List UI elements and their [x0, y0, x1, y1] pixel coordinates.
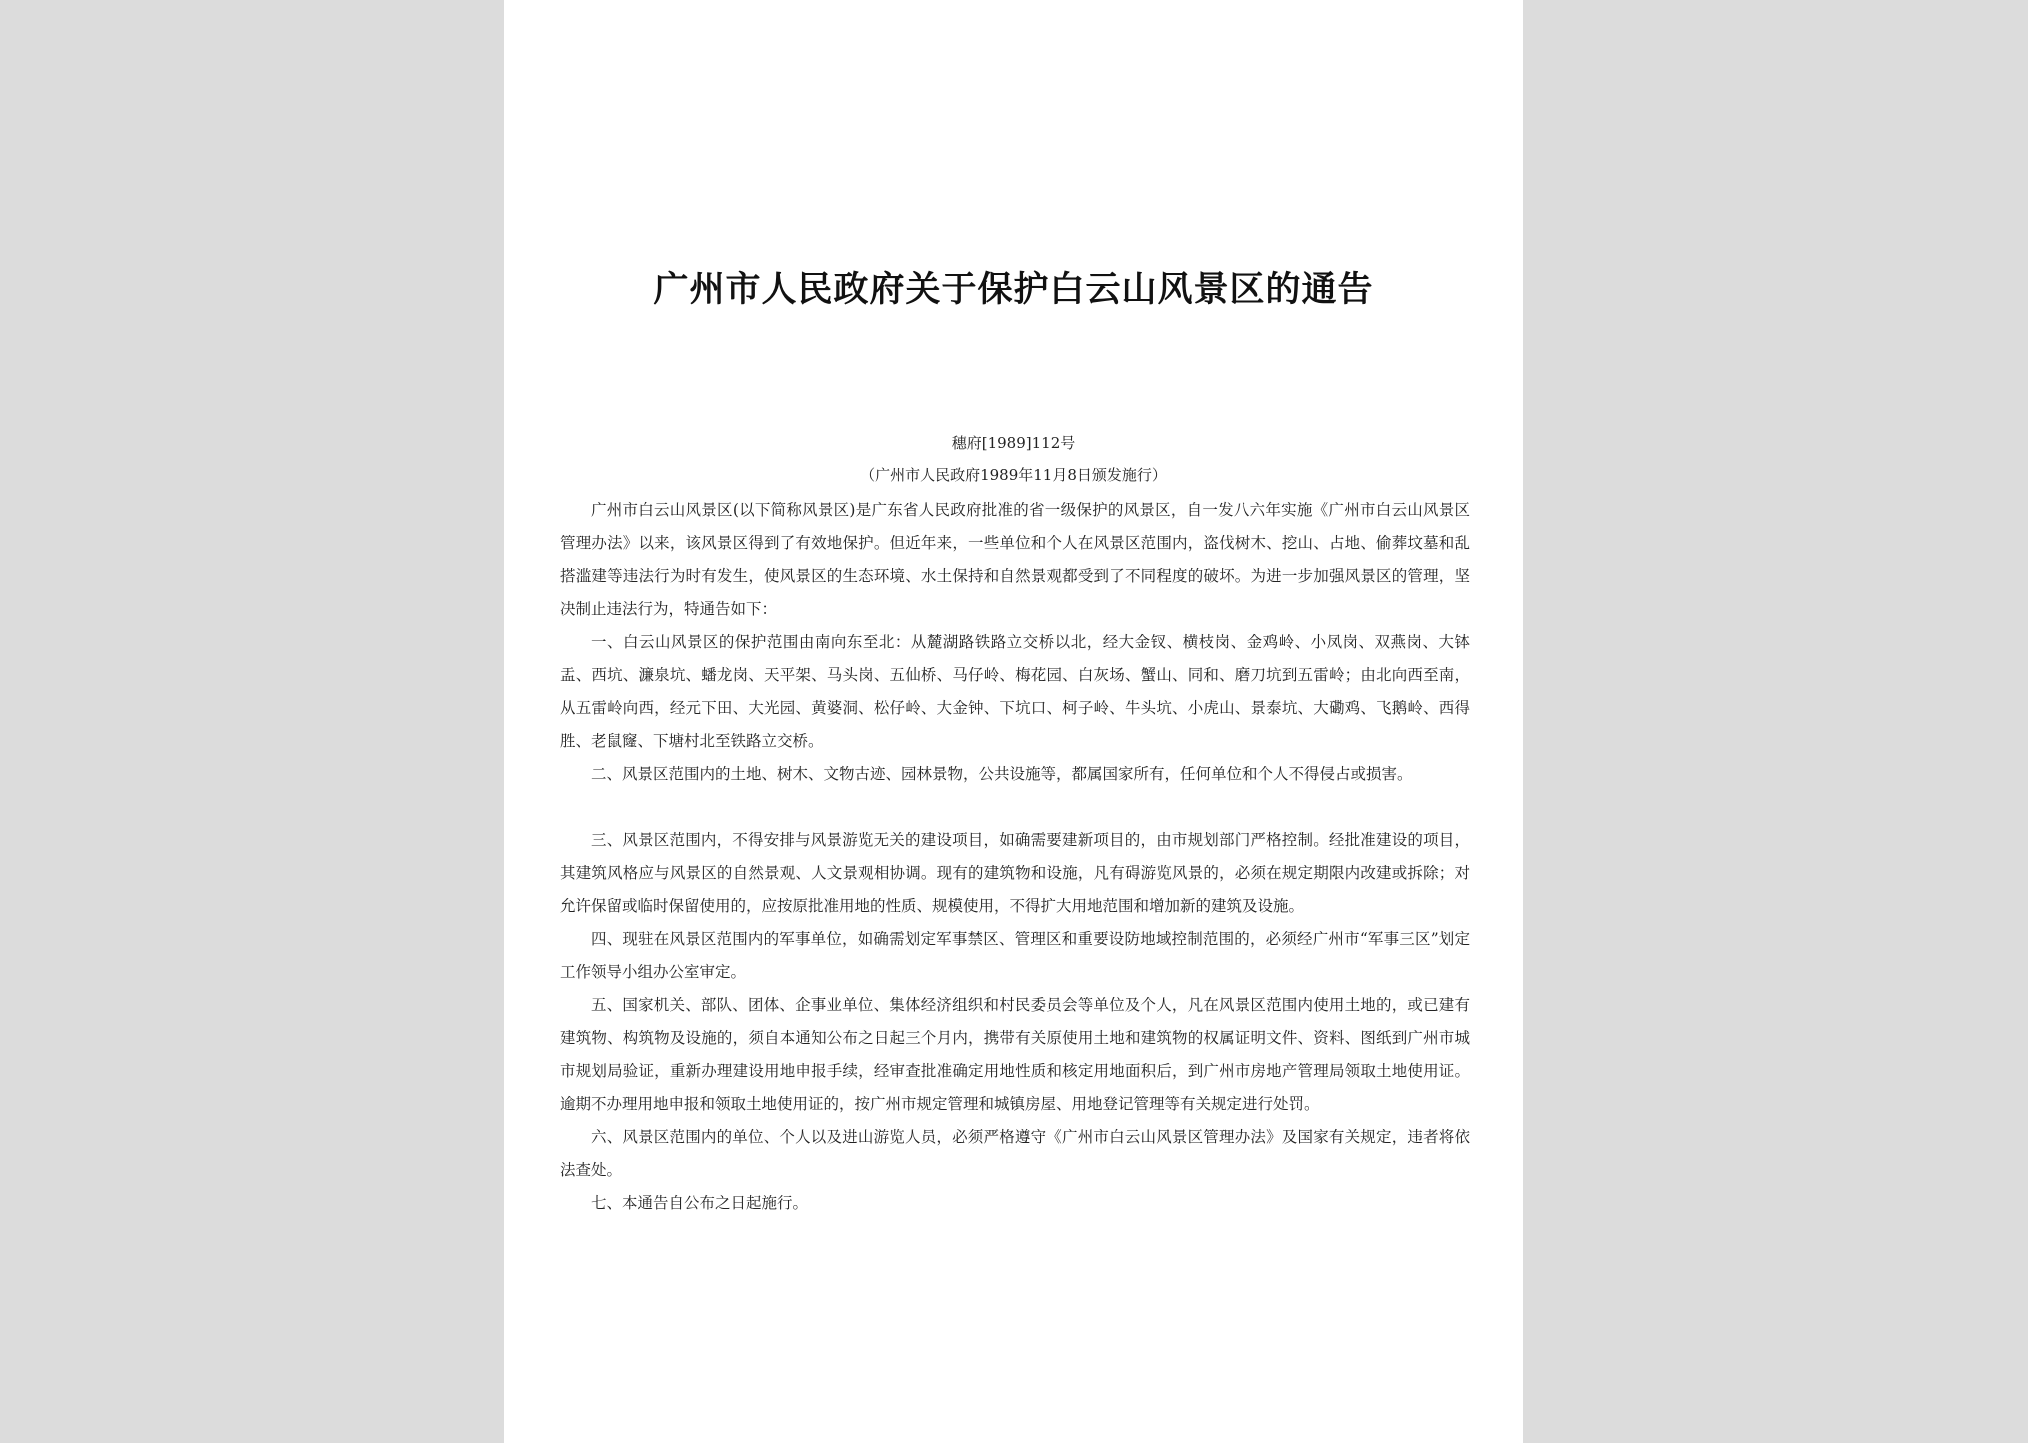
paragraph-intro: 广州市白云山风景区(以下简称风景区)是广东省人民政府批准的省一级保护的风景区，自一发八六年实施《广州市白云山风景区管理办法》以来，该风景区得到了有效地保护。但近年来，一些单位和个人在风景区范围内，盗伐树木、挖山、占地、偷葬坟墓和乱搭滥建等违法行为时有发生，使风景区的生态环境、水土保持和自然景观都受到了不同程度的破坏。为进一步加强风景区的管理，坚决制止违法行为，特通告如下： — [560, 501, 1470, 618]
document-body — [560, 494, 1470, 1220]
paragraph-article-7: 七、本通告自公布之日起施行。 — [591, 1194, 809, 1212]
issue-note: （广州市人民政府1989年11月8日颁发施行） — [860, 466, 1167, 484]
paragraph-article-5: 五、国家机关、部队、团体、企事业单位、集体经济组织和村民委员会等单位及个人，凡在风景区范围内使用土地的，或已建有建筑物、构筑物及设施的，须自本通知公布之日起三个月内，携带有关原使用土地和建筑物的权属证明文件、资料、图纸到广州市城市规划局验证，重新办理建设用地申报手续，经审查批准确定用地性质和核定用地面积后，到广州市房地产管理局领取土地使用证。逾期不办理用地申报和领取土地使用证的，按广州市规定管理和城镇房屋、用地登记管理等有关规定进行处罚。 — [560, 996, 1470, 1113]
paragraph-article-1: 一、白云山风景区的保护范围由南向东至北：从麓湖路铁路立交桥以北，经大金钗、横枝岗、金鸡岭、小凤岗、双燕岗、大钵盂、西坑、濂泉坑、蟠龙岗、天平架、马头岗、五仙桥、马仔岭、梅花园、白灰场、蟹山、同和、磨刀坑到五雷岭；由北向西至南，从五雷岭向西，经元下田、大光园、黄婆洞、松仔岭、大金钟、下坑口、柯子岭、牛头坑、小虎山、景泰坑、大磡鸡、飞鹅岭、西得胜、老鼠窿、下塘村北至铁路立交桥。 — [560, 633, 1470, 750]
paragraph-article-6: 六、风景区范围内的单位、个人以及进山游览人员，必须严格遵守《广州市白云山风景区管理办法》及国家有关规定，违者将依法查处。 — [560, 1128, 1470, 1179]
paragraph-article-2: 二、风景区范围内的土地、树木、文物古迹、园林景物，公共设施等，都属国家所有，任何单位和个人不得侵占或损害。 — [591, 765, 1413, 783]
paragraph-article-3: 三、风景区范围内，不得安排与风景游览无关的建设项目，如确需要建新项目的，由市规划部门严格控制。经批准建设的项目，其建筑风格应与风景区的自然景观、人文景观相协调。现有的建筑物和设施，凡有碍游览风景的，必须在规定期限内改建或拆除；对允许保留或临时保留使用的，应按原批准用地的性质、规模使用，不得扩大用地范围和增加新的建筑及设施。 — [560, 831, 1470, 915]
document-page — [504, 0, 1523, 1443]
paragraph-article-4: 四、现驻在风景区范围内的军事单位，如确需划定军事禁区、管理区和重要设防地域控制范围的，必须经广州市“军事三区”划定工作领导小组办公室审定。 — [560, 930, 1470, 981]
document-title: 广州市人民政府关于保护白云山风景区的通告 — [653, 269, 1374, 310]
document-number: 穗府[1989]112号 — [951, 434, 1076, 452]
